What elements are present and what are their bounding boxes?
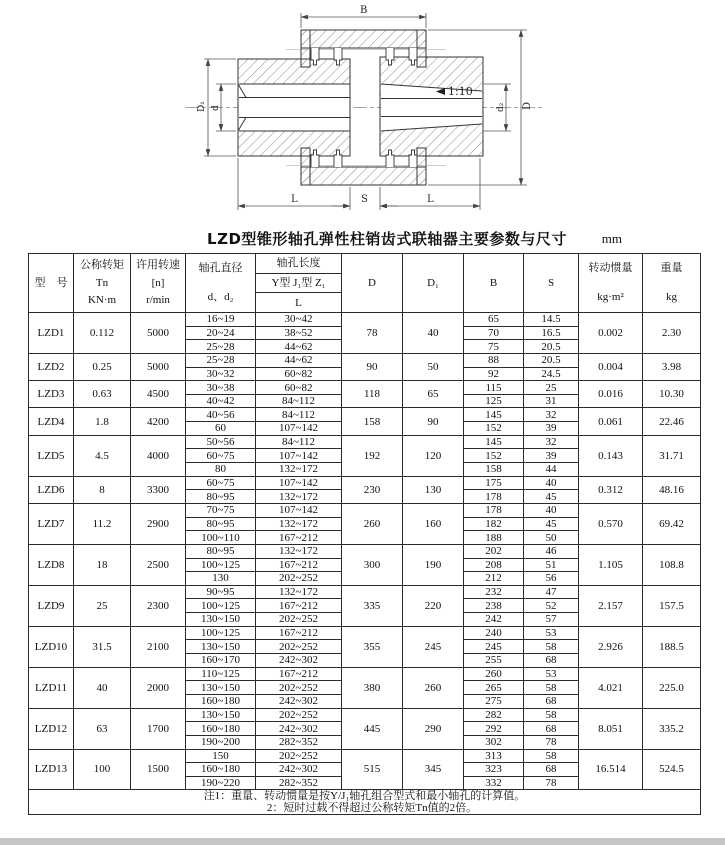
- cell-bore-l: 167~212: [256, 558, 342, 572]
- cell-torque: 25: [74, 585, 131, 626]
- page-title: LZD型锥形轴孔弹性柱销齿式联轴器主要参数与尺寸: [207, 230, 567, 248]
- cell-model: LZD9: [29, 585, 74, 626]
- cell-torque: 4.5: [74, 435, 131, 476]
- cell-S: 39: [524, 422, 579, 436]
- cell-model: LZD4: [29, 408, 74, 435]
- cell-bore-d: 190~220: [186, 776, 256, 790]
- cell-bore-l: 167~212: [256, 626, 342, 640]
- cell-bore-l: 242~302: [256, 722, 342, 736]
- cell-speed: 2500: [131, 544, 186, 585]
- cell-D: 335: [342, 585, 403, 626]
- cell-inertia: 8.051: [579, 708, 643, 749]
- header-torque-line2: Tn: [95, 276, 109, 289]
- cell-B: 92: [464, 367, 524, 381]
- table-row: [29, 503, 701, 517]
- cell-torque: 8: [74, 476, 131, 503]
- cell-bore-d: 100~125: [186, 558, 256, 572]
- cell-B: 65: [464, 313, 524, 327]
- cell-bore-d: 160~180: [186, 694, 256, 708]
- cell-inertia: 16.514: [579, 749, 643, 790]
- cell-model: LZD7: [29, 503, 74, 544]
- cell-bore-l: 132~172: [256, 463, 342, 477]
- cell-bore-l: 30~42: [256, 313, 342, 327]
- page-bottom-edge: [0, 838, 725, 845]
- cell-D: 380: [342, 667, 403, 708]
- cell-inertia: 0.002: [579, 313, 643, 354]
- cell-S: 20.5: [524, 340, 579, 354]
- header-bore-len-types: Y型 J₁型 Z₁: [256, 274, 341, 294]
- cell-B: 282: [464, 708, 524, 722]
- cell-S: 58: [524, 681, 579, 695]
- cell-speed: 1500: [131, 749, 186, 790]
- taper-label: 1:10: [448, 85, 473, 98]
- cell-bore-l: 44~62: [256, 340, 342, 354]
- cell-S: 68: [524, 694, 579, 708]
- spec-table-head: [29, 254, 701, 313]
- cell-S: 46: [524, 544, 579, 558]
- cell-bore-l: 38~52: [256, 326, 342, 340]
- cell-weight: 48.16: [643, 476, 701, 503]
- cell-weight: 22.46: [643, 408, 701, 435]
- coupling-drawing: [0, 0, 725, 228]
- cell-bore-d: 80~95: [186, 490, 256, 504]
- cell-model: LZD1: [29, 313, 74, 354]
- table-row: [29, 408, 701, 422]
- cell-D: 355: [342, 626, 403, 667]
- cell-B: 88: [464, 353, 524, 367]
- notes-cell: [29, 790, 701, 815]
- header-S: S: [524, 254, 579, 313]
- cell-D1: 245: [403, 626, 464, 667]
- cell-D1: 345: [403, 749, 464, 790]
- cell-bore-d: 190~200: [186, 735, 256, 749]
- cell-B: 302: [464, 735, 524, 749]
- cell-B: 75: [464, 340, 524, 354]
- cell-bore-l: 84~112: [256, 408, 342, 422]
- cell-bore-l: 132~172: [256, 585, 342, 599]
- cell-bore-l: 202~252: [256, 708, 342, 722]
- cell-speed: 4500: [131, 381, 186, 408]
- cell-S: 56: [524, 572, 579, 586]
- cell-B: 232: [464, 585, 524, 599]
- cell-B: 152: [464, 422, 524, 436]
- unit-label: mm: [601, 231, 622, 246]
- cell-B: 313: [464, 749, 524, 763]
- cell-B: 292: [464, 722, 524, 736]
- cell-S: 58: [524, 749, 579, 763]
- cell-B: 265: [464, 681, 524, 695]
- header-inertia-line2: kg·m²: [597, 291, 624, 303]
- dim-label-s: S: [361, 194, 368, 205]
- header-D: D: [342, 254, 403, 313]
- cell-bore-d: 130~150: [186, 640, 256, 654]
- cell-S: 68: [524, 654, 579, 668]
- cell-D: 90: [342, 353, 403, 380]
- cell-D: 230: [342, 476, 403, 503]
- cell-weight: 335.2: [643, 708, 701, 749]
- cell-D1: 160: [403, 503, 464, 544]
- cell-S: 52: [524, 599, 579, 613]
- cell-B: 145: [464, 435, 524, 449]
- notes-row: [29, 790, 701, 815]
- cell-S: 57: [524, 613, 579, 627]
- cell-model: LZD6: [29, 476, 74, 503]
- cell-D: 260: [342, 503, 403, 544]
- cell-model: LZD11: [29, 667, 74, 708]
- cell-speed: 2900: [131, 503, 186, 544]
- cell-S: 51: [524, 558, 579, 572]
- cell-D: 192: [342, 435, 403, 476]
- cell-inertia: 2.926: [579, 626, 643, 667]
- cell-torque: 0.25: [74, 353, 131, 380]
- cell-B: 212: [464, 572, 524, 586]
- cell-S: 39: [524, 449, 579, 463]
- header-weight-line1: 重量: [660, 262, 683, 274]
- cell-B: 188: [464, 531, 524, 545]
- cell-S: 25: [524, 381, 579, 395]
- cell-D: 118: [342, 381, 403, 408]
- cell-B: 255: [464, 654, 524, 668]
- cell-model: LZD5: [29, 435, 74, 476]
- cell-bore-d: 130~150: [186, 681, 256, 695]
- cell-torque: 40: [74, 667, 131, 708]
- cell-bore-l: 282~352: [256, 776, 342, 790]
- cell-torque: 1.8: [74, 408, 131, 435]
- spec-table-body: [29, 313, 701, 790]
- cell-speed: 5000: [131, 313, 186, 354]
- cell-bore-d: 80~95: [186, 544, 256, 558]
- table-row: [29, 476, 701, 490]
- cell-model: LZD3: [29, 381, 74, 408]
- cell-bore-d: 110~125: [186, 667, 256, 681]
- cell-weight: 69.42: [643, 503, 701, 544]
- cell-D1: 190: [403, 544, 464, 585]
- cell-inertia: 0.016: [579, 381, 643, 408]
- header-bore-length: [256, 254, 342, 313]
- dim-label-d2: d₂: [496, 102, 506, 112]
- cell-bore-d: 25~28: [186, 340, 256, 354]
- cell-bore-d: 130: [186, 572, 256, 586]
- cell-weight: 225.0: [643, 667, 701, 708]
- sleeve-top: [286, 30, 446, 67]
- table-row: [29, 544, 701, 558]
- cell-D1: 65: [403, 381, 464, 408]
- cell-S: 24.5: [524, 367, 579, 381]
- cell-D1: 220: [403, 585, 464, 626]
- cell-B: 178: [464, 490, 524, 504]
- cell-speed: 2000: [131, 667, 186, 708]
- cell-bore-l: 167~212: [256, 667, 342, 681]
- cell-torque: 31.5: [74, 626, 131, 667]
- cell-bore-l: 242~302: [256, 763, 342, 777]
- header-bore-len-l: L: [295, 296, 302, 309]
- cell-bore-d: 20~24: [186, 326, 256, 340]
- cell-bore-d: 80~95: [186, 517, 256, 531]
- table-row: [29, 313, 701, 327]
- header-inertia-line1: 转动惯量: [588, 262, 633, 274]
- cell-B: 145: [464, 408, 524, 422]
- cell-bore-d: 60: [186, 422, 256, 436]
- cell-inertia: 4.021: [579, 667, 643, 708]
- cell-inertia: 0.061: [579, 408, 643, 435]
- cell-speed: 2100: [131, 626, 186, 667]
- cell-S: 44: [524, 463, 579, 477]
- cell-D: 158: [342, 408, 403, 435]
- cell-weight: 10.30: [643, 381, 701, 408]
- header-torque-line1: 公称转矩: [80, 258, 124, 271]
- header-speed-line3: r/min: [146, 294, 170, 307]
- cell-bore-d: 40~42: [186, 394, 256, 408]
- title-row: [28, 227, 700, 253]
- cell-bore-l: 202~252: [256, 749, 342, 763]
- cell-B: 240: [464, 626, 524, 640]
- dim-label-l-left: L: [291, 194, 298, 205]
- dim-label-d1: D₁: [197, 101, 207, 112]
- header-bore-len-title: 轴孔长度: [256, 254, 341, 274]
- cell-bore-d: 60~75: [186, 476, 256, 490]
- cell-model: LZD13: [29, 749, 74, 790]
- cell-torque: 18: [74, 544, 131, 585]
- cell-D: 445: [342, 708, 403, 749]
- cell-bore-d: 70~75: [186, 503, 256, 517]
- dim-label-l-right: L: [427, 194, 434, 205]
- cell-bore-l: 107~142: [256, 449, 342, 463]
- cell-S: 58: [524, 640, 579, 654]
- cell-speed: 2300: [131, 585, 186, 626]
- header-weight: [643, 254, 701, 313]
- cell-bore-l: 202~252: [256, 681, 342, 695]
- header-speed-line2: [n]: [151, 276, 165, 289]
- cell-bore-l: 242~302: [256, 654, 342, 668]
- header-weight-line2: kg: [666, 291, 677, 303]
- cell-bore-l: 84~112: [256, 435, 342, 449]
- cell-torque: 0.112: [74, 313, 131, 354]
- cell-S: 78: [524, 735, 579, 749]
- cell-torque: 0.63: [74, 381, 131, 408]
- cell-S: 68: [524, 763, 579, 777]
- dim-label-d: d: [211, 105, 221, 111]
- cell-speed: 4000: [131, 435, 186, 476]
- cell-D: 300: [342, 544, 403, 585]
- header-bore-dia-line1: 轴孔直径: [198, 262, 243, 274]
- cell-B: 115: [464, 381, 524, 395]
- spec-table: [28, 253, 701, 815]
- header-row: [29, 254, 701, 313]
- coupling-drawing-area: [0, 0, 725, 228]
- cell-weight: 108.8: [643, 544, 701, 585]
- cell-bore-d: 100~125: [186, 599, 256, 613]
- cell-B: 260: [464, 667, 524, 681]
- cell-D: 78: [342, 313, 403, 354]
- cell-bore-d: 80: [186, 463, 256, 477]
- cell-weight: 188.5: [643, 626, 701, 667]
- cell-S: 40: [524, 476, 579, 490]
- table-row: [29, 708, 701, 722]
- cell-model: LZD2: [29, 353, 74, 380]
- cell-torque: 100: [74, 749, 131, 790]
- cell-S: 45: [524, 490, 579, 504]
- cell-B: 208: [464, 558, 524, 572]
- cell-S: 20.5: [524, 353, 579, 367]
- cell-B: 125: [464, 394, 524, 408]
- header-speed: [131, 254, 186, 313]
- cell-inertia: 0.570: [579, 503, 643, 544]
- cell-B: 242: [464, 613, 524, 627]
- cell-inertia: 0.312: [579, 476, 643, 503]
- cell-B: 175: [464, 476, 524, 490]
- table-row: [29, 585, 701, 599]
- cell-D1: 120: [403, 435, 464, 476]
- table-row: [29, 749, 701, 763]
- cell-bore-d: 30~32: [186, 367, 256, 381]
- cell-bore-l: 202~252: [256, 572, 342, 586]
- header-model: 型 号: [29, 254, 74, 313]
- cell-B: 323: [464, 763, 524, 777]
- cell-bore-l: 167~212: [256, 531, 342, 545]
- cell-bore-d: 50~56: [186, 435, 256, 449]
- cell-inertia: 0.143: [579, 435, 643, 476]
- table-row: [29, 435, 701, 449]
- cell-weight: 3.98: [643, 353, 701, 380]
- cell-model: LZD8: [29, 544, 74, 585]
- cell-B: 158: [464, 463, 524, 477]
- cell-bore-d: 60~75: [186, 449, 256, 463]
- cell-S: 31: [524, 394, 579, 408]
- dim-label-big-d: D: [522, 101, 533, 110]
- cell-bore-d: 100~110: [186, 531, 256, 545]
- cell-B: 182: [464, 517, 524, 531]
- cell-bore-d: 160~180: [186, 763, 256, 777]
- cell-D1: 90: [403, 408, 464, 435]
- cell-D1: 50: [403, 353, 464, 380]
- spec-table-notes: [29, 790, 701, 815]
- table-row: [29, 626, 701, 640]
- cell-S: 32: [524, 408, 579, 422]
- cell-bore-l: 84~112: [256, 394, 342, 408]
- cell-weight: 2.30: [643, 313, 701, 354]
- cell-bore-d: 150: [186, 749, 256, 763]
- cell-bore-d: 130~150: [186, 613, 256, 627]
- dim-label-b: B: [360, 5, 368, 16]
- table-row: [29, 381, 701, 395]
- cell-weight: 157.5: [643, 585, 701, 626]
- cell-S: 53: [524, 626, 579, 640]
- table-row: [29, 667, 701, 681]
- cell-model: LZD10: [29, 626, 74, 667]
- cell-bore-l: 132~172: [256, 517, 342, 531]
- cell-bore-d: 16~19: [186, 313, 256, 327]
- cell-speed: 1700: [131, 708, 186, 749]
- cell-bore-d: 100~125: [186, 626, 256, 640]
- cell-S: 16.5: [524, 326, 579, 340]
- cell-B: 275: [464, 694, 524, 708]
- cell-D1: 130: [403, 476, 464, 503]
- cell-S: 68: [524, 722, 579, 736]
- cell-speed: 3300: [131, 476, 186, 503]
- cell-model: LZD12: [29, 708, 74, 749]
- header-torque: [74, 254, 131, 313]
- table-row: [29, 353, 701, 367]
- header-B: B: [464, 254, 524, 313]
- cell-bore-l: 132~172: [256, 544, 342, 558]
- cell-D1: 40: [403, 313, 464, 354]
- header-bore-diameter: [186, 254, 256, 313]
- cell-bore-l: 44~62: [256, 353, 342, 367]
- cell-S: 53: [524, 667, 579, 681]
- cell-bore-l: 167~212: [256, 599, 342, 613]
- cell-bore-d: 30~38: [186, 381, 256, 395]
- right-hub: [380, 57, 483, 156]
- cell-bore-d: 90~95: [186, 585, 256, 599]
- cell-D1: 290: [403, 708, 464, 749]
- cell-bore-l: 132~172: [256, 490, 342, 504]
- cell-inertia: 2.157: [579, 585, 643, 626]
- cell-bore-l: 60~82: [256, 381, 342, 395]
- cell-S: 14.5: [524, 313, 579, 327]
- cell-S: 47: [524, 585, 579, 599]
- cell-speed: 5000: [131, 353, 186, 380]
- header-bore-dia-line2: d、d₂: [207, 291, 234, 303]
- cell-bore-l: 107~142: [256, 503, 342, 517]
- cell-S: 45: [524, 517, 579, 531]
- cell-S: 50: [524, 531, 579, 545]
- cell-S: 40: [524, 503, 579, 517]
- cell-bore-l: 107~142: [256, 422, 342, 436]
- cell-bore-l: 202~252: [256, 613, 342, 627]
- cell-bore-d: 40~56: [186, 408, 256, 422]
- cell-torque: 63: [74, 708, 131, 749]
- cell-bore-l: 242~302: [256, 694, 342, 708]
- cell-bore-l: 107~142: [256, 476, 342, 490]
- header-inertia: [579, 254, 643, 313]
- cell-D1: 260: [403, 667, 464, 708]
- cell-bore-l: 202~252: [256, 640, 342, 654]
- left-hub: [238, 59, 350, 156]
- cell-B: 245: [464, 640, 524, 654]
- cell-D: 515: [342, 749, 403, 790]
- cell-inertia: 0.004: [579, 353, 643, 380]
- cell-bore-d: 160~170: [186, 654, 256, 668]
- cell-bore-d: 160~180: [186, 722, 256, 736]
- cell-bore-l: 282~352: [256, 735, 342, 749]
- header-D1: D₁: [403, 254, 464, 313]
- cell-B: 70: [464, 326, 524, 340]
- cell-B: 152: [464, 449, 524, 463]
- cell-weight: 524.5: [643, 749, 701, 790]
- cell-B: 238: [464, 599, 524, 613]
- sleeve-bottom: [286, 148, 446, 185]
- header-speed-line1: 许用转速: [136, 258, 180, 271]
- note-1: 注1：重量、转动惯量是按Y/J₁轴孔组合型式和最小轴孔的计算值。: [203, 790, 526, 803]
- cell-B: 178: [464, 503, 524, 517]
- cell-speed: 4200: [131, 408, 186, 435]
- cell-B: 332: [464, 776, 524, 790]
- cell-B: 202: [464, 544, 524, 558]
- cell-bore-d: 25~28: [186, 353, 256, 367]
- cell-S: 32: [524, 435, 579, 449]
- cell-torque: 11.2: [74, 503, 131, 544]
- cell-bore-l: 60~82: [256, 367, 342, 381]
- note-2: 2：短时过载不得超过公称转矩Tn值的2倍。: [266, 802, 478, 815]
- cell-inertia: 1.105: [579, 544, 643, 585]
- cell-weight: 31.71: [643, 435, 701, 476]
- cell-S: 58: [524, 708, 579, 722]
- cell-bore-d: 130~150: [186, 708, 256, 722]
- header-torque-line3: KN·m: [87, 294, 117, 307]
- cell-S: 78: [524, 776, 579, 790]
